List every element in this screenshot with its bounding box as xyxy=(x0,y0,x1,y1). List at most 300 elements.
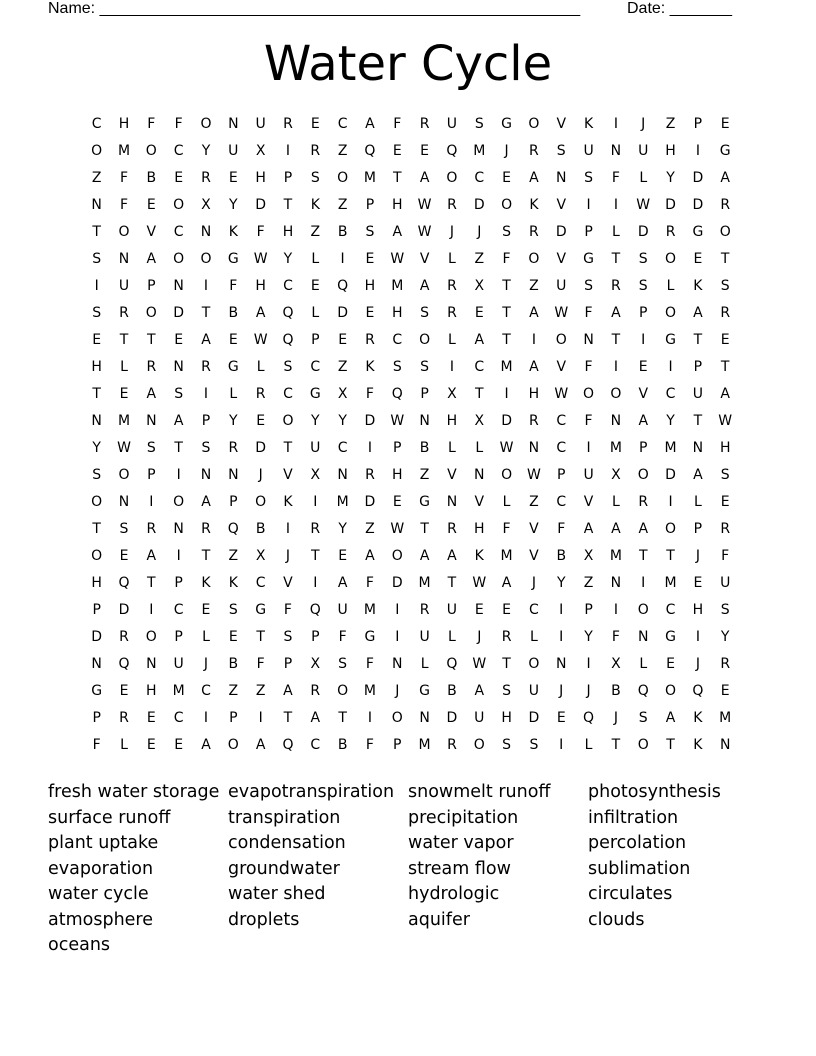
word-item: hydrologic xyxy=(408,884,500,904)
grid-letter: H xyxy=(255,278,266,294)
grid-letter: I xyxy=(395,629,400,645)
grid-letter: H xyxy=(692,602,704,618)
grid-letter: S xyxy=(720,467,730,483)
grid-letter: R xyxy=(447,521,457,537)
grid-row xyxy=(83,437,739,464)
grid-letter: C xyxy=(91,116,102,132)
grid-letter: I xyxy=(559,629,564,645)
grid-letter: P xyxy=(283,170,293,186)
grid-letter: E xyxy=(474,305,484,321)
grid-letter: L xyxy=(448,629,456,645)
grid-letter: A xyxy=(255,737,266,753)
grid-letter: F xyxy=(256,656,265,672)
grid-letter: H xyxy=(91,359,102,375)
grid-letter: O xyxy=(91,143,103,159)
grid-letter: G xyxy=(419,683,431,699)
grid-letter: P xyxy=(693,116,703,132)
grid-letter: Y xyxy=(338,413,347,429)
grid-letter: I xyxy=(668,359,673,375)
grid-letter: S xyxy=(474,116,484,132)
grid-letter: Z xyxy=(365,521,375,537)
grid-letter: G xyxy=(583,251,594,267)
grid-letter: D xyxy=(692,170,704,186)
grid-letter: O xyxy=(528,251,540,267)
grid-letter: M xyxy=(117,143,131,159)
grid-letter: L xyxy=(666,278,675,294)
grid-letter: O xyxy=(637,467,649,483)
grid-letter: F xyxy=(147,116,156,132)
grid-letter: I xyxy=(586,656,591,672)
grid-letter: D xyxy=(446,710,458,726)
grid-letter: H xyxy=(255,170,266,186)
grid-letter: T xyxy=(611,737,621,753)
grid-letter: I xyxy=(559,602,564,618)
grid-letter: X xyxy=(447,386,457,402)
word-item: evapotranspiration xyxy=(228,782,395,802)
grid-letter: F xyxy=(283,602,292,618)
grid-letter: R xyxy=(201,359,211,375)
grid-letter: T xyxy=(201,305,211,321)
grid-letter: Q xyxy=(337,278,349,294)
grid-letter: B xyxy=(611,683,621,699)
grid-letter: U xyxy=(528,683,540,699)
grid-letter: C xyxy=(392,332,403,348)
grid-letter: S xyxy=(720,278,730,294)
grid-letter: I xyxy=(613,602,618,618)
grid-letter: N xyxy=(146,656,157,672)
grid-letter: S xyxy=(584,170,594,186)
grid-letter: O xyxy=(391,710,403,726)
grid-letter: Z xyxy=(310,224,321,240)
grid-letter: C xyxy=(310,359,321,375)
grid-row xyxy=(83,653,739,680)
grid-letter: Q xyxy=(227,521,239,537)
grid-letter: Y xyxy=(666,413,675,429)
word-item: condensation xyxy=(228,833,346,853)
grid-letter: E xyxy=(474,602,484,618)
grid-letter: R xyxy=(419,116,430,132)
grid-letter: A xyxy=(255,305,266,321)
grid-letter: N xyxy=(173,278,184,294)
grid-letter: A xyxy=(173,413,184,429)
grid-letter: E xyxy=(365,305,375,321)
grid-row xyxy=(83,599,739,626)
grid-letter: A xyxy=(638,521,649,537)
grid-letter: R xyxy=(501,629,512,645)
grid-letter: I xyxy=(313,494,318,510)
date-field: Date: _______ xyxy=(627,0,732,17)
grid-letter: R xyxy=(419,602,430,618)
grid-letter: T xyxy=(638,548,648,564)
grid-letter: V xyxy=(146,224,157,240)
grid-letter: M xyxy=(473,143,486,159)
grid-letter: S xyxy=(584,278,594,294)
grid-letter: O xyxy=(665,521,677,537)
grid-row xyxy=(83,302,739,329)
grid-letter: L xyxy=(311,251,320,267)
grid-letter: Y xyxy=(92,440,101,456)
grid-letter: D xyxy=(173,305,185,321)
grid-letter: A xyxy=(583,521,594,537)
grid-letter: P xyxy=(229,494,238,510)
grid-letter: T xyxy=(256,629,265,645)
grid-letter: T xyxy=(147,575,156,591)
grid-letter: N xyxy=(610,143,622,159)
grid-letter: V xyxy=(447,467,457,483)
grid-letter: Q xyxy=(391,386,403,402)
grid-letter: L xyxy=(530,629,538,645)
grid-letter: K xyxy=(283,494,293,510)
grid-letter: A xyxy=(146,251,157,267)
grid-letter: H xyxy=(473,521,485,537)
grid-letter: J xyxy=(641,116,646,132)
grid-letter: S xyxy=(502,683,512,699)
word-item: percolation xyxy=(588,833,687,853)
grid-letter: C xyxy=(201,683,211,699)
grid-letter: G xyxy=(255,602,267,618)
word-item: stream flow xyxy=(408,858,511,879)
grid-letter: Z xyxy=(529,494,539,510)
grid-letter: N xyxy=(91,197,102,213)
grid-letter: P xyxy=(147,278,156,294)
grid-letter: T xyxy=(92,386,101,402)
grid-letter: E xyxy=(338,332,348,348)
grid-letter: E xyxy=(392,143,402,159)
grid-letter: K xyxy=(474,548,484,564)
grid-letter: N xyxy=(556,170,567,186)
grid-letter: V xyxy=(283,575,293,591)
grid-letter: H xyxy=(118,116,130,132)
grid-letter: I xyxy=(149,494,154,510)
grid-letter: Y xyxy=(201,143,211,159)
grid-letter: P xyxy=(174,629,183,645)
grid-letter: Q xyxy=(118,656,130,672)
grid-letter: Q xyxy=(118,575,130,591)
grid-letter: I xyxy=(449,359,454,375)
grid-letter: B xyxy=(228,656,239,672)
grid-letter: N xyxy=(118,251,130,267)
grid-letter: Q xyxy=(692,683,704,699)
grid-letter: K xyxy=(529,197,539,213)
grid-row xyxy=(83,383,739,410)
grid-letter: Y xyxy=(311,413,320,429)
grid-letter: Y xyxy=(229,413,238,429)
grid-letter: I xyxy=(395,602,400,618)
grid-letter: Y xyxy=(666,170,675,186)
grid-letter: R xyxy=(720,305,731,321)
grid-letter: F xyxy=(365,737,374,753)
grid-letter: Y xyxy=(283,251,293,267)
grid-letter: R xyxy=(665,224,676,240)
grid-letter: F xyxy=(502,251,511,267)
grid-letter: O xyxy=(255,494,267,510)
grid-letter: S xyxy=(638,710,648,726)
grid-letter: D xyxy=(665,197,676,213)
grid-letter: N xyxy=(91,656,102,672)
grid-letter: H xyxy=(282,224,294,240)
grid-letter: A xyxy=(665,710,676,726)
grid-letter: G xyxy=(665,629,676,645)
grid-letter: M xyxy=(363,602,376,618)
grid-letter: Q xyxy=(446,143,458,159)
word-item: infiltration xyxy=(588,807,679,828)
grid-letter: T xyxy=(720,359,730,375)
grid-letter: A xyxy=(611,521,621,537)
grid-letter: K xyxy=(228,224,238,240)
grid-letter: P xyxy=(639,305,648,321)
grid-letter: L xyxy=(256,359,265,375)
grid-letter: N xyxy=(91,413,102,429)
grid-letter: A xyxy=(529,359,539,375)
grid-letter: R xyxy=(201,521,211,537)
word-column xyxy=(408,780,550,933)
grid-letter: J xyxy=(695,548,700,564)
grid-letter: T xyxy=(283,710,293,726)
word-item: groundwater xyxy=(228,858,340,879)
grid-letter: O xyxy=(501,197,513,213)
grid-letter: C xyxy=(255,575,266,591)
grid-letter: F xyxy=(92,737,101,753)
grid-letter: R xyxy=(529,413,539,429)
grid-letter: R xyxy=(146,359,157,375)
grid-letter: C xyxy=(173,143,184,159)
grid-letter: E xyxy=(638,359,648,375)
grid-letter: K xyxy=(693,737,703,753)
grid-letter: T xyxy=(147,332,156,348)
grid-letter: R xyxy=(720,197,731,213)
grid-letter: B xyxy=(255,521,266,537)
grid-letter: C xyxy=(474,170,485,186)
grid-letter: I xyxy=(695,629,700,645)
grid-letter: W xyxy=(417,197,432,213)
grid-letter: J xyxy=(285,548,291,564)
grid-letter: L xyxy=(120,737,128,753)
grid-letter: X xyxy=(255,548,266,564)
grid-letter: L xyxy=(120,359,128,375)
grid-letter: I xyxy=(613,116,618,132)
grid-letter: G xyxy=(692,224,704,240)
grid-letter: C xyxy=(556,413,567,429)
grid-letter: R xyxy=(310,683,321,699)
grid-letter: U xyxy=(446,116,458,132)
grid-letter: D xyxy=(665,467,676,483)
grid-letter: I xyxy=(203,386,209,402)
grid-letter: W xyxy=(472,656,487,672)
grid-letter: T xyxy=(474,386,484,402)
grid-letter: I xyxy=(203,278,209,294)
grid-letter: Z xyxy=(228,683,239,699)
grid-letter: K xyxy=(365,359,375,375)
grid-letter: H xyxy=(392,467,403,483)
grid-letter: D xyxy=(528,710,540,726)
grid-letter: C xyxy=(173,710,184,726)
grid-letter: F xyxy=(229,278,238,294)
grid-letter: N xyxy=(583,332,594,348)
grid-letter: H xyxy=(665,143,676,159)
grid-letter: N xyxy=(528,440,540,456)
grid-letter: L xyxy=(611,224,620,240)
grid-letter: U xyxy=(118,278,130,294)
grid-letter: N xyxy=(446,494,458,510)
grid-letter: I xyxy=(313,575,318,591)
grid-letter: K xyxy=(201,575,211,591)
grid-letter: S xyxy=(365,224,375,240)
grid-letter: N xyxy=(173,359,184,375)
grid-letter: N xyxy=(392,656,403,672)
grid-letter: C xyxy=(173,602,184,618)
grid-letter: B xyxy=(337,737,348,753)
grid-letter: I xyxy=(285,143,291,159)
grid-row xyxy=(83,194,739,221)
grid-letter: O xyxy=(446,170,458,186)
grid-letter: S xyxy=(228,602,238,618)
grid-letter: G xyxy=(665,332,676,348)
grid-letter: L xyxy=(448,251,456,267)
grid-letter: N xyxy=(474,467,485,483)
grid-letter: O xyxy=(145,143,157,159)
grid-letter: B xyxy=(228,305,239,321)
grid-letter: M xyxy=(664,575,677,591)
grid-letter: K xyxy=(693,710,703,726)
grid-letter: R xyxy=(638,494,649,510)
grid-letter: R xyxy=(611,278,621,294)
grid-letter: Z xyxy=(91,170,102,186)
grid-letter: C xyxy=(173,224,184,240)
grid-letter: E xyxy=(420,143,430,159)
grid-letter: P xyxy=(393,737,402,753)
grid-letter: S xyxy=(119,521,129,537)
grid-row xyxy=(83,707,739,734)
word-item: oceans xyxy=(48,935,111,955)
grid-letter: U xyxy=(556,278,567,294)
grid-letter: F xyxy=(256,224,265,240)
grid-letter: S xyxy=(529,737,539,753)
grid-letter: F xyxy=(365,575,374,591)
grid-letter: A xyxy=(365,548,375,564)
grid-letter: Z xyxy=(665,116,676,132)
grid-letter: L xyxy=(693,494,702,510)
grid-letter: F xyxy=(584,305,593,321)
grid-letter: S xyxy=(720,602,730,618)
grid-row xyxy=(83,734,739,761)
grid-letter: O xyxy=(118,224,130,240)
grid-letter: M xyxy=(719,710,732,726)
name-field: Name: ______________________________________________________ xyxy=(48,0,581,17)
grid-letter: W xyxy=(472,575,487,591)
grid-letter: X xyxy=(310,467,321,483)
grid-letter: L xyxy=(502,494,511,510)
grid-letter: F xyxy=(584,359,593,375)
grid-letter: O xyxy=(391,548,403,564)
grid-letter: T xyxy=(392,170,402,186)
grid-letter: I xyxy=(94,278,99,294)
grid-letter: A xyxy=(638,413,649,429)
grid-letter: X xyxy=(474,413,485,429)
grid-letter: O xyxy=(419,332,431,348)
grid-letter: C xyxy=(337,116,348,132)
grid-letter: O xyxy=(501,467,513,483)
grid-letter: C xyxy=(665,602,676,618)
grid-letter: Z xyxy=(255,683,266,699)
grid-letter: G xyxy=(364,629,376,645)
grid-letter: E xyxy=(228,332,238,348)
grid-letter: F xyxy=(584,413,593,429)
grid-letter: D xyxy=(337,305,348,321)
grid-letter: P xyxy=(92,710,101,726)
grid-letter: E xyxy=(556,710,566,726)
grid-letter: U xyxy=(255,116,266,132)
grid-letter: O xyxy=(282,413,294,429)
grid-letter: X xyxy=(255,143,266,159)
grid-row xyxy=(83,680,739,707)
grid-letter: E xyxy=(365,251,375,267)
grid-letter: O xyxy=(528,656,540,672)
grid-letter: T xyxy=(119,332,129,348)
grid-letter: E xyxy=(119,386,129,402)
grid-letter: P xyxy=(365,197,375,213)
grid-letter: R xyxy=(447,278,457,294)
grid-letter: E xyxy=(146,710,156,726)
grid-letter: N xyxy=(200,224,212,240)
grid-letter: N xyxy=(610,413,622,429)
grid-letter: O xyxy=(200,251,212,267)
grid-letter: I xyxy=(367,710,373,726)
grid-letter: P xyxy=(229,710,238,726)
grid-letter: L xyxy=(420,656,429,672)
grid-letter: W xyxy=(253,332,268,348)
grid-letter: Q xyxy=(446,656,458,672)
grid-letter: E xyxy=(119,548,129,564)
grid-letter: U xyxy=(419,629,430,645)
grid-letter: N xyxy=(228,116,239,132)
grid-row xyxy=(83,626,739,653)
grid-letter: A xyxy=(201,494,211,510)
grid-letter: O xyxy=(173,197,185,213)
grid-letter: X xyxy=(474,278,485,294)
grid-letter: T xyxy=(720,251,730,267)
grid-letter: Z xyxy=(337,143,348,159)
grid-letter: M xyxy=(418,575,431,591)
grid-letter: V xyxy=(474,494,485,510)
grid-letter: S xyxy=(283,629,293,645)
grid-letter: S xyxy=(502,224,512,240)
grid-letter: P xyxy=(557,467,566,483)
grid-letter: E xyxy=(146,197,156,213)
grid-letter: I xyxy=(367,440,373,456)
grid-letter: N xyxy=(556,656,567,672)
grid-letter: I xyxy=(149,602,154,618)
grid-letter: E xyxy=(392,494,402,510)
grid-row xyxy=(83,113,739,140)
grid-letter: R xyxy=(365,467,375,483)
grid-letter: F xyxy=(119,170,129,186)
grid-letter: C xyxy=(474,359,485,375)
grid-letter: I xyxy=(203,710,209,726)
grid-letter: A xyxy=(201,332,211,348)
grid-letter: O xyxy=(145,305,157,321)
grid-letter: E xyxy=(720,683,730,699)
grid-row xyxy=(83,275,739,302)
grid-letter: A xyxy=(693,467,703,483)
grid-letter: H xyxy=(392,197,403,213)
grid-letter: K xyxy=(228,575,238,591)
grid-letter: E xyxy=(338,548,348,564)
grid-letter: M xyxy=(336,494,349,510)
grid-letter: J xyxy=(586,683,591,699)
grid-letter: A xyxy=(337,575,348,591)
grid-letter: I xyxy=(641,332,646,348)
grid-letter: I xyxy=(586,197,591,213)
